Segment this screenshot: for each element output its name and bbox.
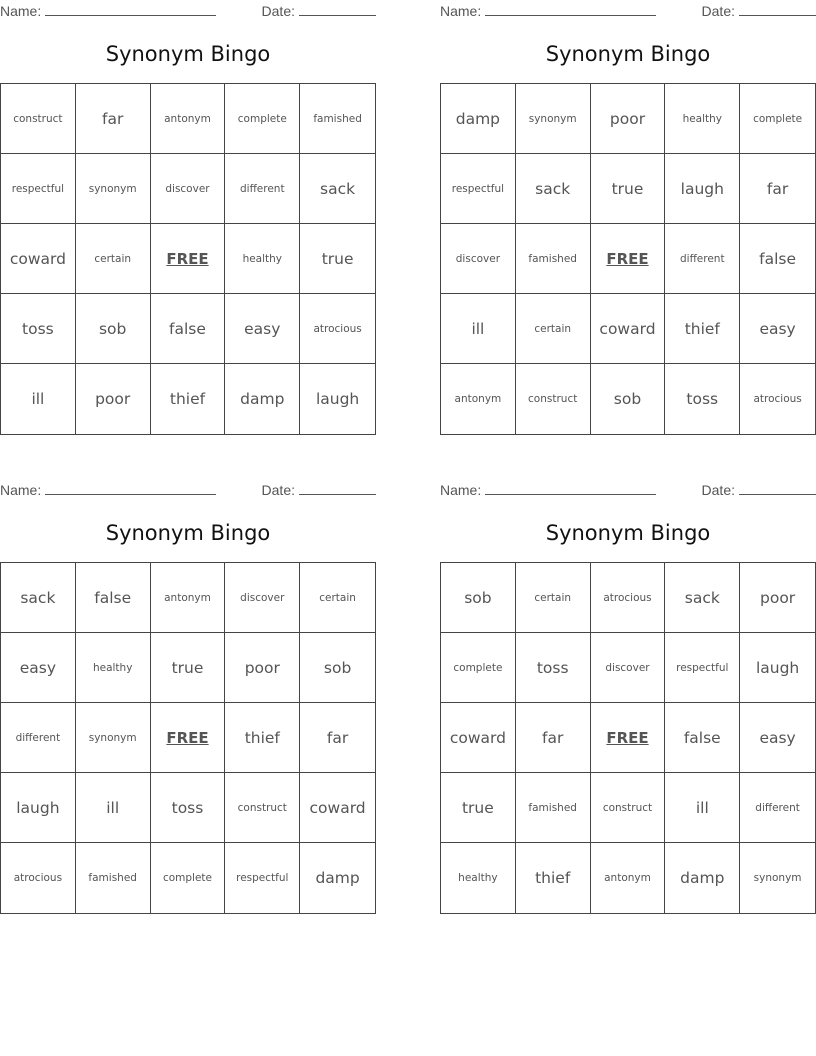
bingo-cell: healthy bbox=[441, 843, 516, 913]
name-label: Name: bbox=[0, 3, 42, 19]
bingo-cell: atrocious bbox=[591, 563, 666, 633]
bingo-cell: certain bbox=[516, 294, 591, 364]
bingo-cell: sob bbox=[591, 364, 666, 434]
card-header bbox=[0, 479, 376, 501]
bingo-cell: famished bbox=[516, 773, 591, 843]
name-field[interactable] bbox=[0, 2, 216, 19]
card-header bbox=[440, 0, 816, 22]
bingo-cell: far bbox=[740, 154, 815, 224]
bingo-cell: damp bbox=[225, 364, 300, 434]
bingo-cell: respectful bbox=[441, 154, 516, 224]
bingo-cell: ill bbox=[441, 294, 516, 364]
bingo-cell: complete bbox=[151, 843, 226, 913]
bingo-cell: thief bbox=[151, 364, 226, 434]
date-label: Date: bbox=[261, 482, 295, 498]
bingo-cell: far bbox=[516, 703, 591, 773]
bingo-cell: poor bbox=[740, 563, 815, 633]
bingo-cell: damp bbox=[315, 869, 360, 887]
bingo-cell: different bbox=[225, 154, 300, 224]
bingo-cell: coward bbox=[300, 773, 375, 843]
date-blank-line[interactable] bbox=[299, 2, 376, 16]
bingo-cell: toss bbox=[1, 294, 76, 364]
bingo-cell: true bbox=[151, 633, 226, 703]
name-label: Name: bbox=[440, 3, 482, 19]
bingo-cell: sack bbox=[516, 154, 591, 224]
name-label: Name: bbox=[440, 482, 482, 498]
name-blank-line[interactable] bbox=[45, 2, 216, 16]
bingo-cell: easy bbox=[740, 294, 815, 364]
bingo-cell: different bbox=[665, 224, 740, 294]
date-blank-line[interactable] bbox=[739, 2, 816, 16]
bingo-cell: healthy bbox=[225, 224, 300, 294]
date-field[interactable] bbox=[262, 481, 376, 498]
bingo-cell: different bbox=[740, 773, 815, 843]
date-field[interactable] bbox=[262, 2, 376, 19]
bingo-cell: construct bbox=[1, 84, 76, 154]
bingo-cell: antonym bbox=[591, 843, 666, 913]
bingo-cell: certain bbox=[300, 563, 375, 633]
bingo-cell: famished bbox=[76, 843, 151, 913]
bingo-cell: false bbox=[151, 294, 226, 364]
bingo-cell: false bbox=[740, 224, 815, 294]
bingo-cell: sob bbox=[441, 563, 516, 633]
bingo-cell: coward bbox=[591, 294, 666, 364]
bingo-cell: atrocious bbox=[300, 294, 375, 364]
bingo-cell: certain bbox=[76, 224, 151, 294]
card-header bbox=[0, 0, 376, 22]
bingo-cell: toss bbox=[151, 773, 226, 843]
bingo-cell: construct bbox=[225, 773, 300, 843]
bingo-cell: toss bbox=[665, 364, 740, 434]
bingo-cell: thief bbox=[665, 294, 740, 364]
bingo-cell: laugh bbox=[315, 390, 360, 408]
bingo-cell: damp bbox=[441, 84, 516, 154]
name-field[interactable] bbox=[440, 2, 656, 19]
bingo-cell: complete bbox=[441, 633, 516, 703]
bingo-cell: sack bbox=[300, 154, 375, 224]
bingo-cell: discover bbox=[591, 633, 666, 703]
bingo-cell: laugh bbox=[1, 773, 76, 843]
date-label: Date: bbox=[701, 3, 735, 19]
bingo-cell: coward bbox=[1, 224, 76, 294]
name-label: Name: bbox=[0, 482, 42, 498]
bingo-cell: toss bbox=[516, 633, 591, 703]
bingo-cell: thief bbox=[225, 703, 300, 773]
bingo-cell: sack bbox=[665, 563, 740, 633]
bingo-cell: respectful bbox=[225, 843, 300, 913]
bingo-cell: sack bbox=[1, 563, 76, 633]
bingo-cell: ill bbox=[1, 364, 76, 434]
bingo-grid bbox=[0, 562, 376, 914]
name-field[interactable] bbox=[440, 481, 656, 498]
bingo-cell: laugh bbox=[665, 154, 740, 224]
bingo-cell: far bbox=[76, 84, 151, 154]
bingo-cell: antonym bbox=[151, 84, 226, 154]
bingo-cell: complete bbox=[740, 84, 815, 154]
bingo-cell: sob bbox=[300, 633, 375, 703]
bingo-cell: poor bbox=[76, 364, 151, 434]
bingo-cell: ill bbox=[76, 773, 151, 843]
bingo-cell: construct bbox=[516, 364, 591, 434]
bingo-cell: antonym bbox=[151, 563, 226, 633]
free-space: FREE bbox=[151, 224, 226, 294]
bingo-cell: atrocious bbox=[1, 843, 76, 913]
card-title: Synonym Bingo bbox=[105, 42, 271, 66]
bingo-cell: poor bbox=[591, 84, 666, 154]
bingo-grid bbox=[440, 562, 816, 914]
bingo-cell: sob bbox=[76, 294, 151, 364]
bingo-card bbox=[0, 479, 376, 887]
bingo-cell: easy bbox=[740, 703, 815, 773]
bingo-cell: antonym bbox=[441, 364, 516, 434]
bingo-card bbox=[440, 0, 816, 408]
bingo-cell: synonym bbox=[516, 84, 591, 154]
date-label: Date: bbox=[701, 482, 735, 498]
bingo-cell: ill bbox=[665, 773, 740, 843]
bingo-cell: famished bbox=[516, 224, 591, 294]
free-space: FREE bbox=[591, 703, 666, 773]
card-title: Synonym Bingo bbox=[545, 521, 711, 545]
bingo-cell: true bbox=[441, 773, 516, 843]
bingo-cell: false bbox=[76, 563, 151, 633]
bingo-cell: atrocious bbox=[753, 393, 802, 405]
name-field[interactable] bbox=[0, 481, 216, 498]
bingo-grid bbox=[0, 83, 376, 435]
bingo-cell: coward bbox=[441, 703, 516, 773]
bingo-cell: true bbox=[300, 224, 375, 294]
card-title: Synonym Bingo bbox=[105, 521, 271, 545]
card-title: Synonym Bingo bbox=[545, 42, 711, 66]
date-blank-line[interactable] bbox=[299, 481, 376, 495]
date-field[interactable] bbox=[702, 481, 816, 498]
bingo-cell: different bbox=[1, 703, 76, 773]
bingo-cell: false bbox=[665, 703, 740, 773]
bingo-cell: true bbox=[591, 154, 666, 224]
bingo-cell: poor bbox=[225, 633, 300, 703]
name-blank-line[interactable] bbox=[485, 2, 656, 16]
date-blank-line[interactable] bbox=[739, 481, 816, 495]
bingo-cell: healthy bbox=[76, 633, 151, 703]
bingo-cell: respectful bbox=[665, 633, 740, 703]
bingo-cell: synonym bbox=[76, 703, 151, 773]
free-space: FREE bbox=[591, 224, 666, 294]
bingo-cell: complete bbox=[225, 84, 300, 154]
bingo-cell: certain bbox=[516, 563, 591, 633]
date-label: Date: bbox=[261, 3, 295, 19]
bingo-cell: respectful bbox=[1, 154, 76, 224]
free-space: FREE bbox=[151, 703, 226, 773]
bingo-cell: synonym bbox=[753, 872, 802, 884]
bingo-cell: construct bbox=[591, 773, 666, 843]
bingo-card bbox=[0, 0, 376, 408]
bingo-cell: far bbox=[300, 703, 375, 773]
name-blank-line[interactable] bbox=[485, 481, 656, 495]
bingo-card bbox=[440, 479, 816, 887]
bingo-cell: thief bbox=[516, 843, 591, 913]
bingo-cell: healthy bbox=[665, 84, 740, 154]
name-blank-line[interactable] bbox=[45, 481, 216, 495]
bingo-cell: easy bbox=[1, 633, 76, 703]
date-field[interactable] bbox=[702, 2, 816, 19]
card-header bbox=[440, 479, 816, 501]
bingo-cell: damp bbox=[665, 843, 740, 913]
bingo-cell: discover bbox=[225, 563, 300, 633]
bingo-cell: easy bbox=[225, 294, 300, 364]
bingo-cell: discover bbox=[441, 224, 516, 294]
bingo-cell: laugh bbox=[740, 633, 815, 703]
bingo-grid bbox=[440, 83, 816, 435]
bingo-cell: synonym bbox=[76, 154, 151, 224]
bingo-cell: famished bbox=[300, 84, 375, 154]
bingo-cell: discover bbox=[151, 154, 226, 224]
